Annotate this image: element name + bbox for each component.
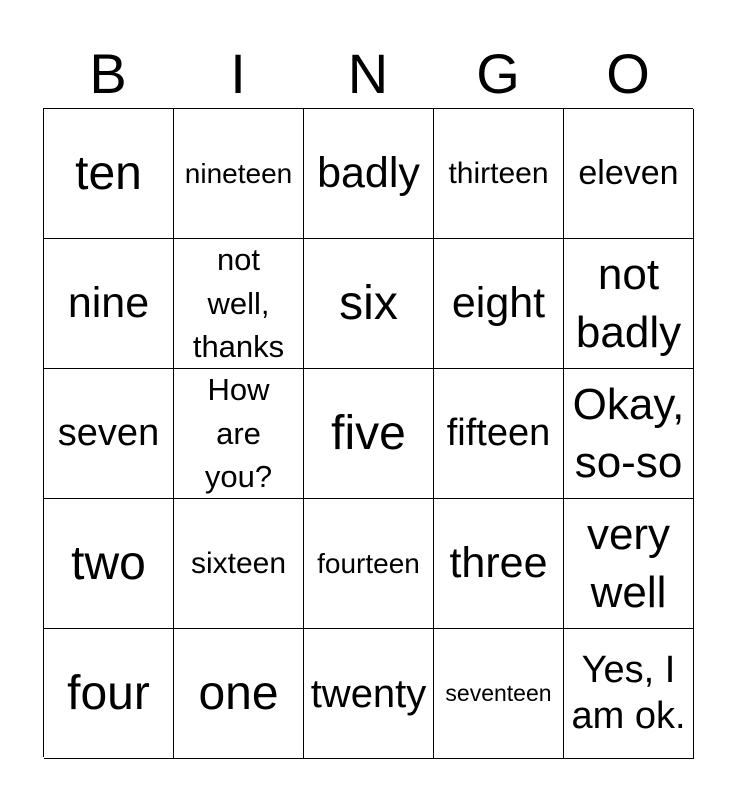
cell-label: seventeen (445, 679, 552, 706)
bingo-cell[interactable] (304, 369, 434, 499)
bingo-cell[interactable] (44, 369, 174, 499)
cell-label: Yes, I am ok. (571, 648, 686, 737)
cell-label: fourteen (317, 547, 420, 579)
bingo-cell[interactable] (44, 239, 174, 369)
cell-label: eight (451, 278, 546, 327)
cell-label: one (198, 666, 279, 720)
cell-label: five (331, 406, 406, 460)
bingo-cell[interactable] (434, 109, 564, 239)
cell-label: thirteen (448, 156, 549, 190)
bingo-cell[interactable] (174, 239, 304, 369)
cell-label: not well, thanks (192, 242, 285, 365)
bingo-cell[interactable] (304, 239, 434, 369)
cell-label: ten (75, 146, 142, 200)
cell-label: twenty (310, 671, 427, 716)
bingo-cell[interactable] (434, 629, 564, 759)
header-letter-n: N (347, 42, 389, 105)
bingo-cell[interactable] (564, 239, 694, 369)
bingo-cell[interactable] (304, 109, 434, 239)
bingo-cell[interactable] (564, 369, 694, 499)
header-letter-g: G (476, 42, 520, 105)
cell-label: very well (586, 510, 671, 617)
bingo-cell[interactable] (564, 499, 694, 629)
bingo-cell[interactable] (304, 499, 434, 629)
header-letter-o: O (606, 42, 650, 105)
cell-label: fifteen (446, 411, 551, 454)
cell-label: Okay, so-so (572, 380, 685, 487)
bingo-cell[interactable] (44, 109, 174, 239)
bingo-cell[interactable] (44, 629, 174, 759)
bingo-cell[interactable] (434, 239, 564, 369)
bingo-cell[interactable] (564, 109, 694, 239)
cell-label: two (71, 536, 146, 590)
cell-label: four (67, 666, 150, 720)
cell-label: nineteen (184, 157, 293, 189)
cell-label: badly (317, 148, 420, 197)
cell-label: six (339, 276, 398, 330)
bingo-header (43, 40, 693, 108)
header-letter-b: B (89, 42, 127, 105)
cell-label: seven (57, 411, 160, 454)
bingo-cell[interactable] (174, 109, 304, 239)
cell-label: not badly (575, 250, 682, 357)
bingo-cell[interactable] (434, 369, 564, 499)
bingo-cell[interactable] (304, 629, 434, 759)
cell-label: three (449, 538, 548, 587)
cell-label: eleven (578, 154, 679, 193)
bingo-cell[interactable] (564, 629, 694, 759)
bingo-cell[interactable] (174, 499, 304, 629)
cell-label: sixteen (190, 546, 287, 580)
bingo-cell[interactable] (174, 369, 304, 499)
bingo-board (43, 108, 693, 757)
cell-label: How are you? (204, 372, 273, 495)
header-letter-i: I (230, 42, 246, 105)
bingo-cell[interactable] (174, 629, 304, 759)
cell-label: nine (67, 278, 150, 327)
bingo-cell[interactable] (44, 499, 174, 629)
bingo-cell[interactable] (434, 499, 564, 629)
